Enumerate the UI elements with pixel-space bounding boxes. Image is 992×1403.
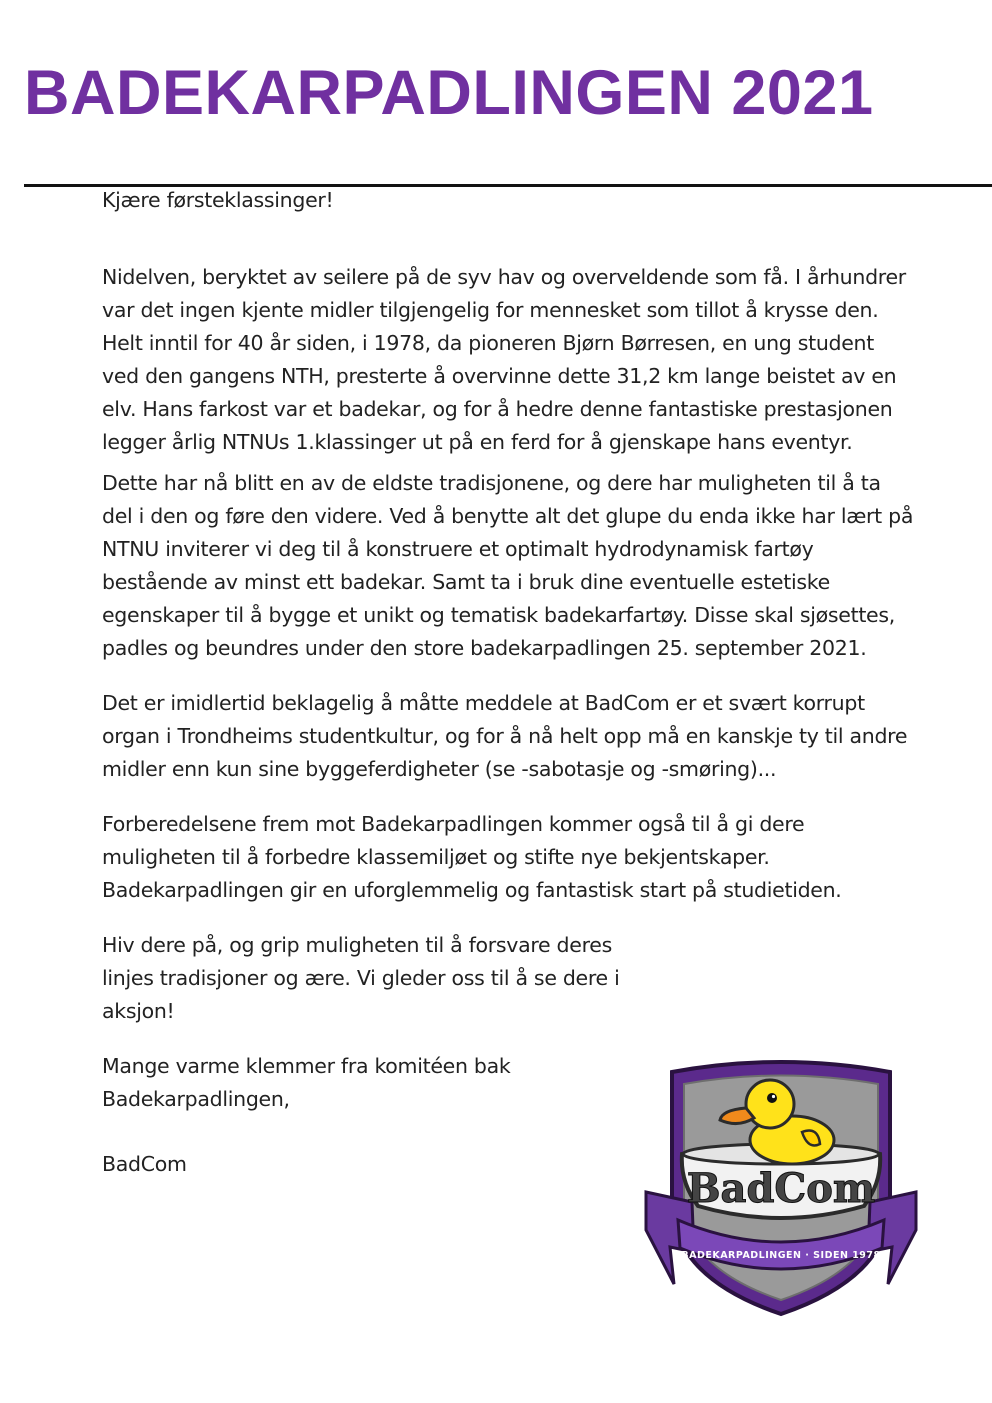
- letter-body: [102, 184, 914, 1181]
- badcom-wordmark: BadCom: [686, 1165, 876, 1212]
- page-title: BADEKARPADLINGEN 2021: [24, 58, 874, 128]
- badcom-logo-emblem: [642, 1052, 920, 1322]
- letter-paragraph-invitation: Dette har nå blitt en av de eldste tradisjonene, og dere har muligheten til å ta del i den og føre den videre. Ved å benytte alt det glupe du enda ikke har lært på NTNU inviterer vi deg til å konstruere et optimalt hydrodynamisk fartøy bestående av minst ett badekar. Samt ta i bruk dine eventuelle estetiske egenskaper til å bygge et unikt og tematisk badekarfartøy. Disse skal sjøsettes, padles og beundres under den store badekarpadlingen 25. september 2021.: [102, 471, 914, 660]
- letter-closing: Mange varme klemmer fra komitéen bak Badekarpadlingen,: [102, 1054, 511, 1111]
- letter-paragraph-sabotage: Det er imidlertid beklagelig å måtte meddele at BadCom er et svært korrupt organ i Trondheims studentkultur, og for å nå helt opp må en kanskje ty til andre midler enn kun sine byggeferdigheter (se -sabotasje og -smøring)...: [102, 691, 908, 781]
- letter-paragraph-call-to-action: Hiv dere på, og grip muligheten til å forsvare deres linjes tradisjoner og ære. Vi gleder oss til å se dere i aksjon!: [102, 933, 620, 1023]
- letter-greeting: Kjære førsteklassinger!: [102, 188, 334, 212]
- ribbon-text: BADEKARPADLINGEN · SIDEN 1978: [681, 1250, 881, 1261]
- letter-paragraph-preparation: Forberedelsene frem mot Badekarpadlingen kommer også til å gi dere muligheten til å forbedre klassemiljøet og stifte nye bekjentskaper. Badekarpadlingen gir en uforglemmelig og fantastisk start på studietiden.: [102, 812, 842, 902]
- letter-signature: BadCom: [102, 1152, 187, 1176]
- letter-paragraph-history: Nidelven, beryktet av seilere på de syv hav og overveldende som få. I århundrer var det ingen kjente midler tilgjengelig for mennesket som tillot å krysse den. Helt inntil for 40 år siden, i 1978, da pioneren Bjørn Børresen, en ung student ved den gangens NTH, presterte å overvinne dette 31,2 km lange beistet av en elv. Hans farkost var et badekar, og for å hedre denne fantastiske prestasjonen legger årlig NTNUs 1.klassinger ut på en ferd for å gjenskape hans eventyr.: [102, 265, 906, 454]
- page-header: [24, 58, 992, 128]
